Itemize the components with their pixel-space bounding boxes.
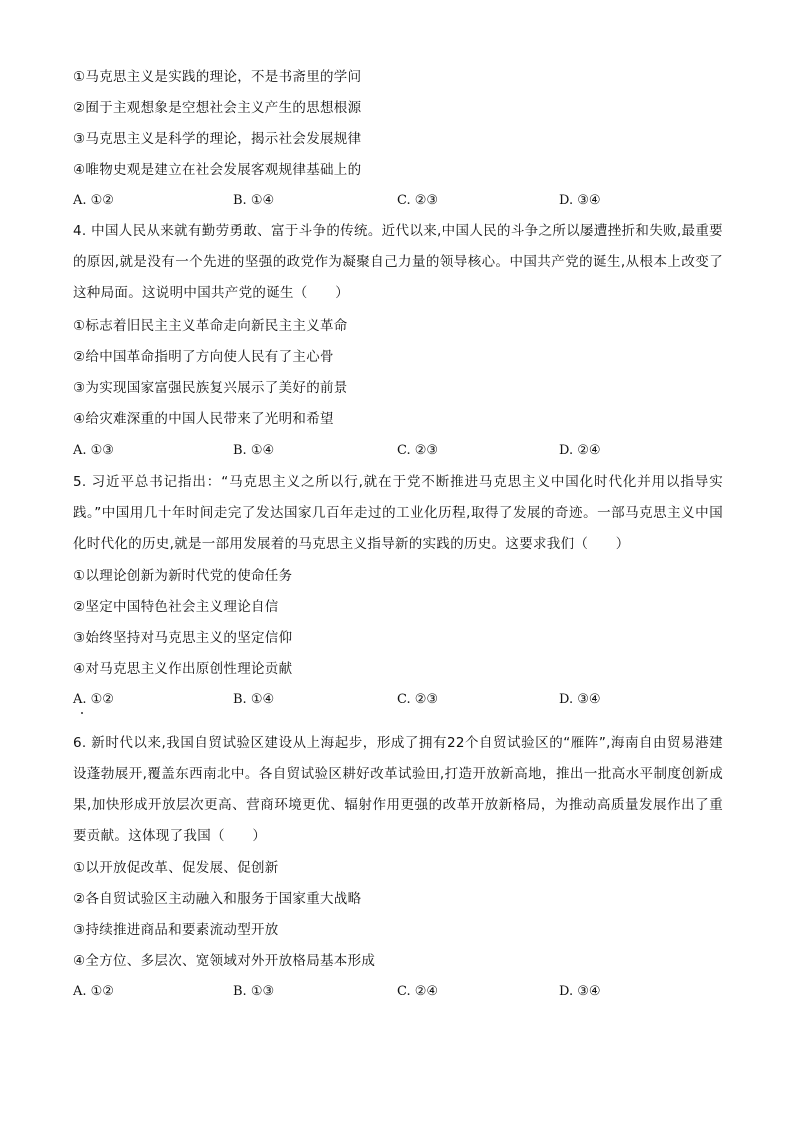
q5-choice-c: C. ②③	[397, 692, 439, 707]
q6-choice-d: D. ③④	[559, 984, 601, 999]
q6-statement-4: ④全方位、多层次、宽领域对外开放格局基本形成	[73, 953, 376, 969]
q4-statement-3: ③为实现国家富强民族复兴展示了美好的前景	[73, 380, 348, 396]
q6-stem: 6. 新时代以来,我国自贸试验区建设从上海起步，形成了拥有22个自贸试验区的“雁阵”,海南自由贸易港建设蓬勃展开,覆盖东西南北中。各自贸试验区耕好改革试验田,打造开放新高地，推出一批高水平制度创新成果,加快形成开放层次更高、营商环境更优、辐射作用更强的改革开放新格局，为推动高质量发展作出了重要贡献。这体现了我国（ ）	[73, 735, 723, 844]
q5-choice-d: D. ③④	[559, 692, 601, 707]
q3-statement-4: ④唯物史观是建立在社会发展客观规律基础上的	[73, 162, 362, 178]
q4-statement-4: ④给灾难深重的中国人民带来了光明和希望	[73, 411, 334, 427]
q5-stem: 5. 习近平总书记指出：“马克思主义之所以行,就在于党不断推进马克思主义中国化时代化并用以指导实践。”中国用几十年时间走完了发达国家几百年走过的工业化历程,取得了发展的奇迹。一部马克思主义中国化时代化的历史,就是一部用发展着的马克思主义指导新的实践的历史。这要求我们（ ）	[73, 474, 723, 552]
q3-statement-2: ②囿于主观想象是空想社会主义产生的思想根源	[73, 100, 362, 116]
q5-choice-a: A. ①②	[73, 692, 114, 707]
q3-choice-b: B. ①④	[233, 193, 275, 208]
q6-choice-b: B. ①③	[233, 984, 275, 999]
q3-statement-3: ③马克思主义是科学的理论，揭示社会发展规律	[73, 131, 362, 147]
q6-choice-c: C. ②④	[397, 984, 439, 999]
q6-choice-a: A. ①②	[73, 984, 114, 999]
q5-choice-b: B. ①④	[233, 692, 275, 707]
q6-statement-1: ①以开放促改革、促发展、促创新	[73, 860, 279, 876]
q5-statement-3: ③始终坚持对马克思主义的坚定信仰	[73, 630, 293, 646]
q4-choice-b: B. ①④	[233, 443, 275, 458]
q3-choice-a: A. ①②	[73, 193, 114, 208]
q3-choice-d: D. ③④	[559, 193, 601, 208]
q6-statement-2: ②各自贸试验区主动融入和服务于国家重大战略	[73, 891, 362, 907]
q4-statement-1: ①标志着旧民主主义革命走向新民主主义革命	[73, 318, 348, 334]
q5-statement-2: ②坚定中国特色社会主义理论自信	[73, 599, 279, 615]
q4-choice-c: C. ②③	[397, 443, 439, 458]
q4-choice-a: A. ①③	[73, 443, 114, 458]
q6-statement-3: ③持续推进商品和要素流动型开放	[73, 922, 279, 938]
q4-choice-d: D. ②④	[559, 443, 601, 458]
q4-statement-2: ②给中国革命指明了方向使人民有了主心骨	[73, 349, 334, 365]
q3-statement-1: ①马克思主义是实践的理论，不是书斋里的学问	[73, 69, 362, 85]
stray-mark	[81, 712, 83, 714]
q5-statement-4: ④对马克思主义作出原创性理论贡献	[73, 661, 293, 677]
q4-stem: 4. 中国人民从来就有勤劳勇敢、富于斗争的传统。近代以来,中国人民的斗争之所以屡遭挫折和失败,最重要的原因,就是没有一个先进的坚强的政党作为凝聚自己力量的领导核心。中国共产党的诞生,从根本上改变了这种局面。这说明中国共产党的诞生（ ）	[73, 223, 723, 301]
q5-statement-1: ①以理论创新为新时代党的使命任务	[73, 568, 293, 584]
q3-choice-c: C. ②③	[397, 193, 439, 208]
